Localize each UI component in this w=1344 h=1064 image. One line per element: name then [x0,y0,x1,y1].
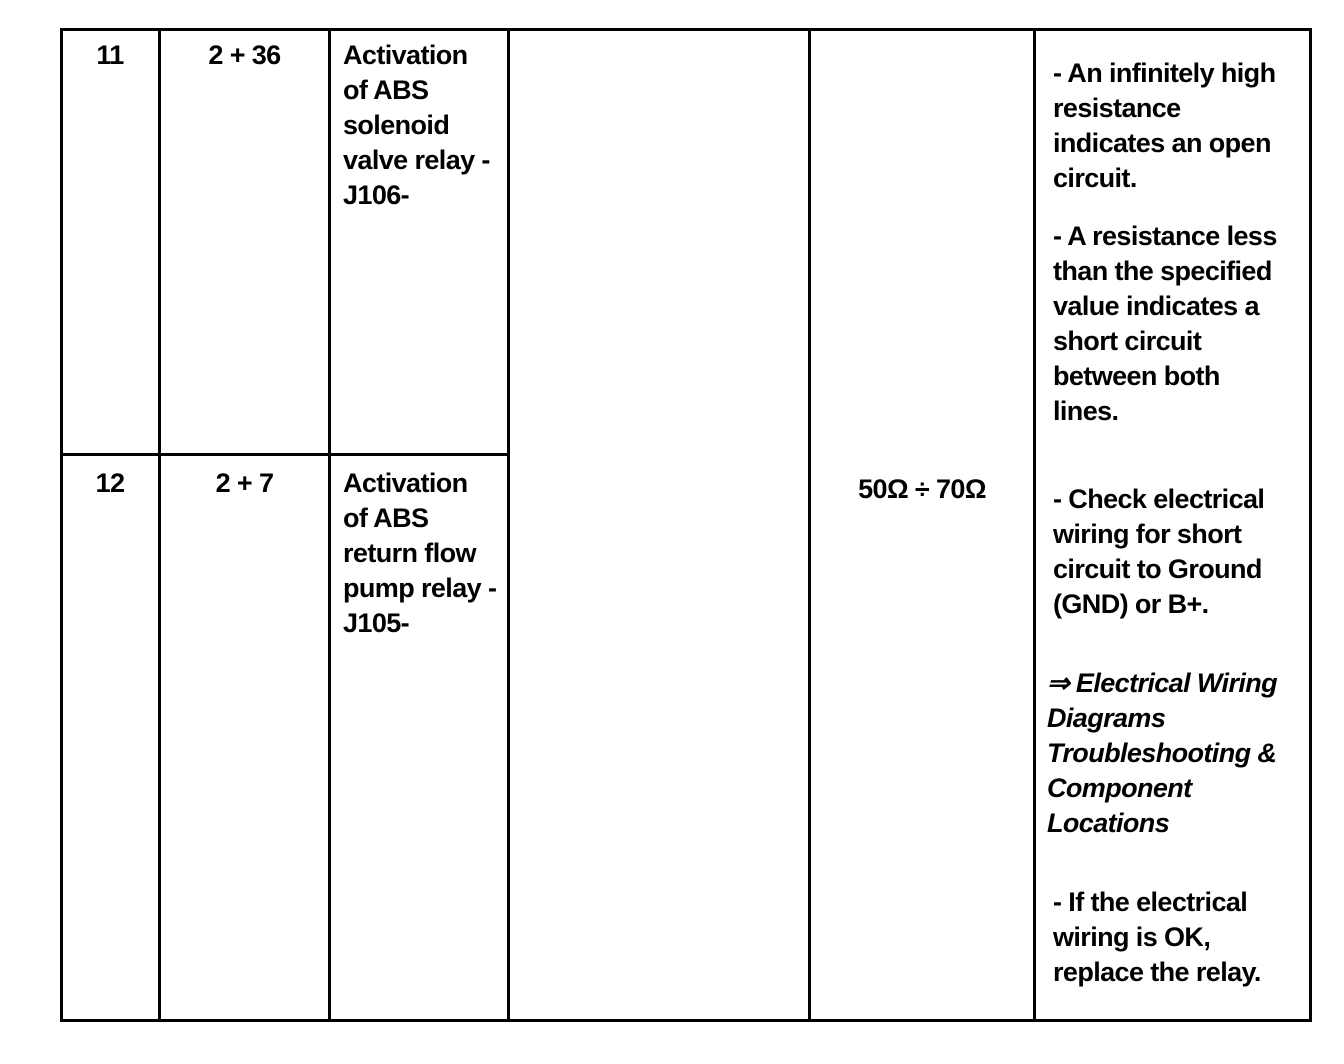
column-divider [808,28,811,1022]
row-11-number: 11 [96,40,124,70]
column-divider [1033,28,1036,1022]
remedy-replace-relay: - If the electrical wiring is OK, replace the relay. [1053,887,1261,987]
row-11-terminals: 2 + 36 [208,40,281,70]
remedy-check-wiring: - Check electrical wiring for short circuit to Ground (GND) or B+. [1053,484,1265,619]
row-divider [60,453,510,456]
remedy-wiring-diagram-reference: ⇒ Electrical Wiring Diagrams Troubleshooting & Component Locations [1047,668,1278,838]
remedy-short-circuit: - A resistance less than the specified value indicates a short circuit between both lines. [1053,221,1277,426]
column-divider [158,28,161,1022]
row-11-description: Activation of ABS solenoid valve relay - J106- [343,40,490,210]
column-divider [507,28,510,1022]
row-12-terminals: 2 + 7 [215,468,274,498]
row-12-number: 12 [95,468,125,498]
row-12-description: Activation of ABS return flow pump relay - J105- [343,468,497,638]
specified-value: 50Ω ÷ 70Ω [858,474,986,504]
remedy-open-circuit: - An infinitely high resistance indicates an open circuit. [1053,58,1276,193]
column-divider [328,28,331,1022]
